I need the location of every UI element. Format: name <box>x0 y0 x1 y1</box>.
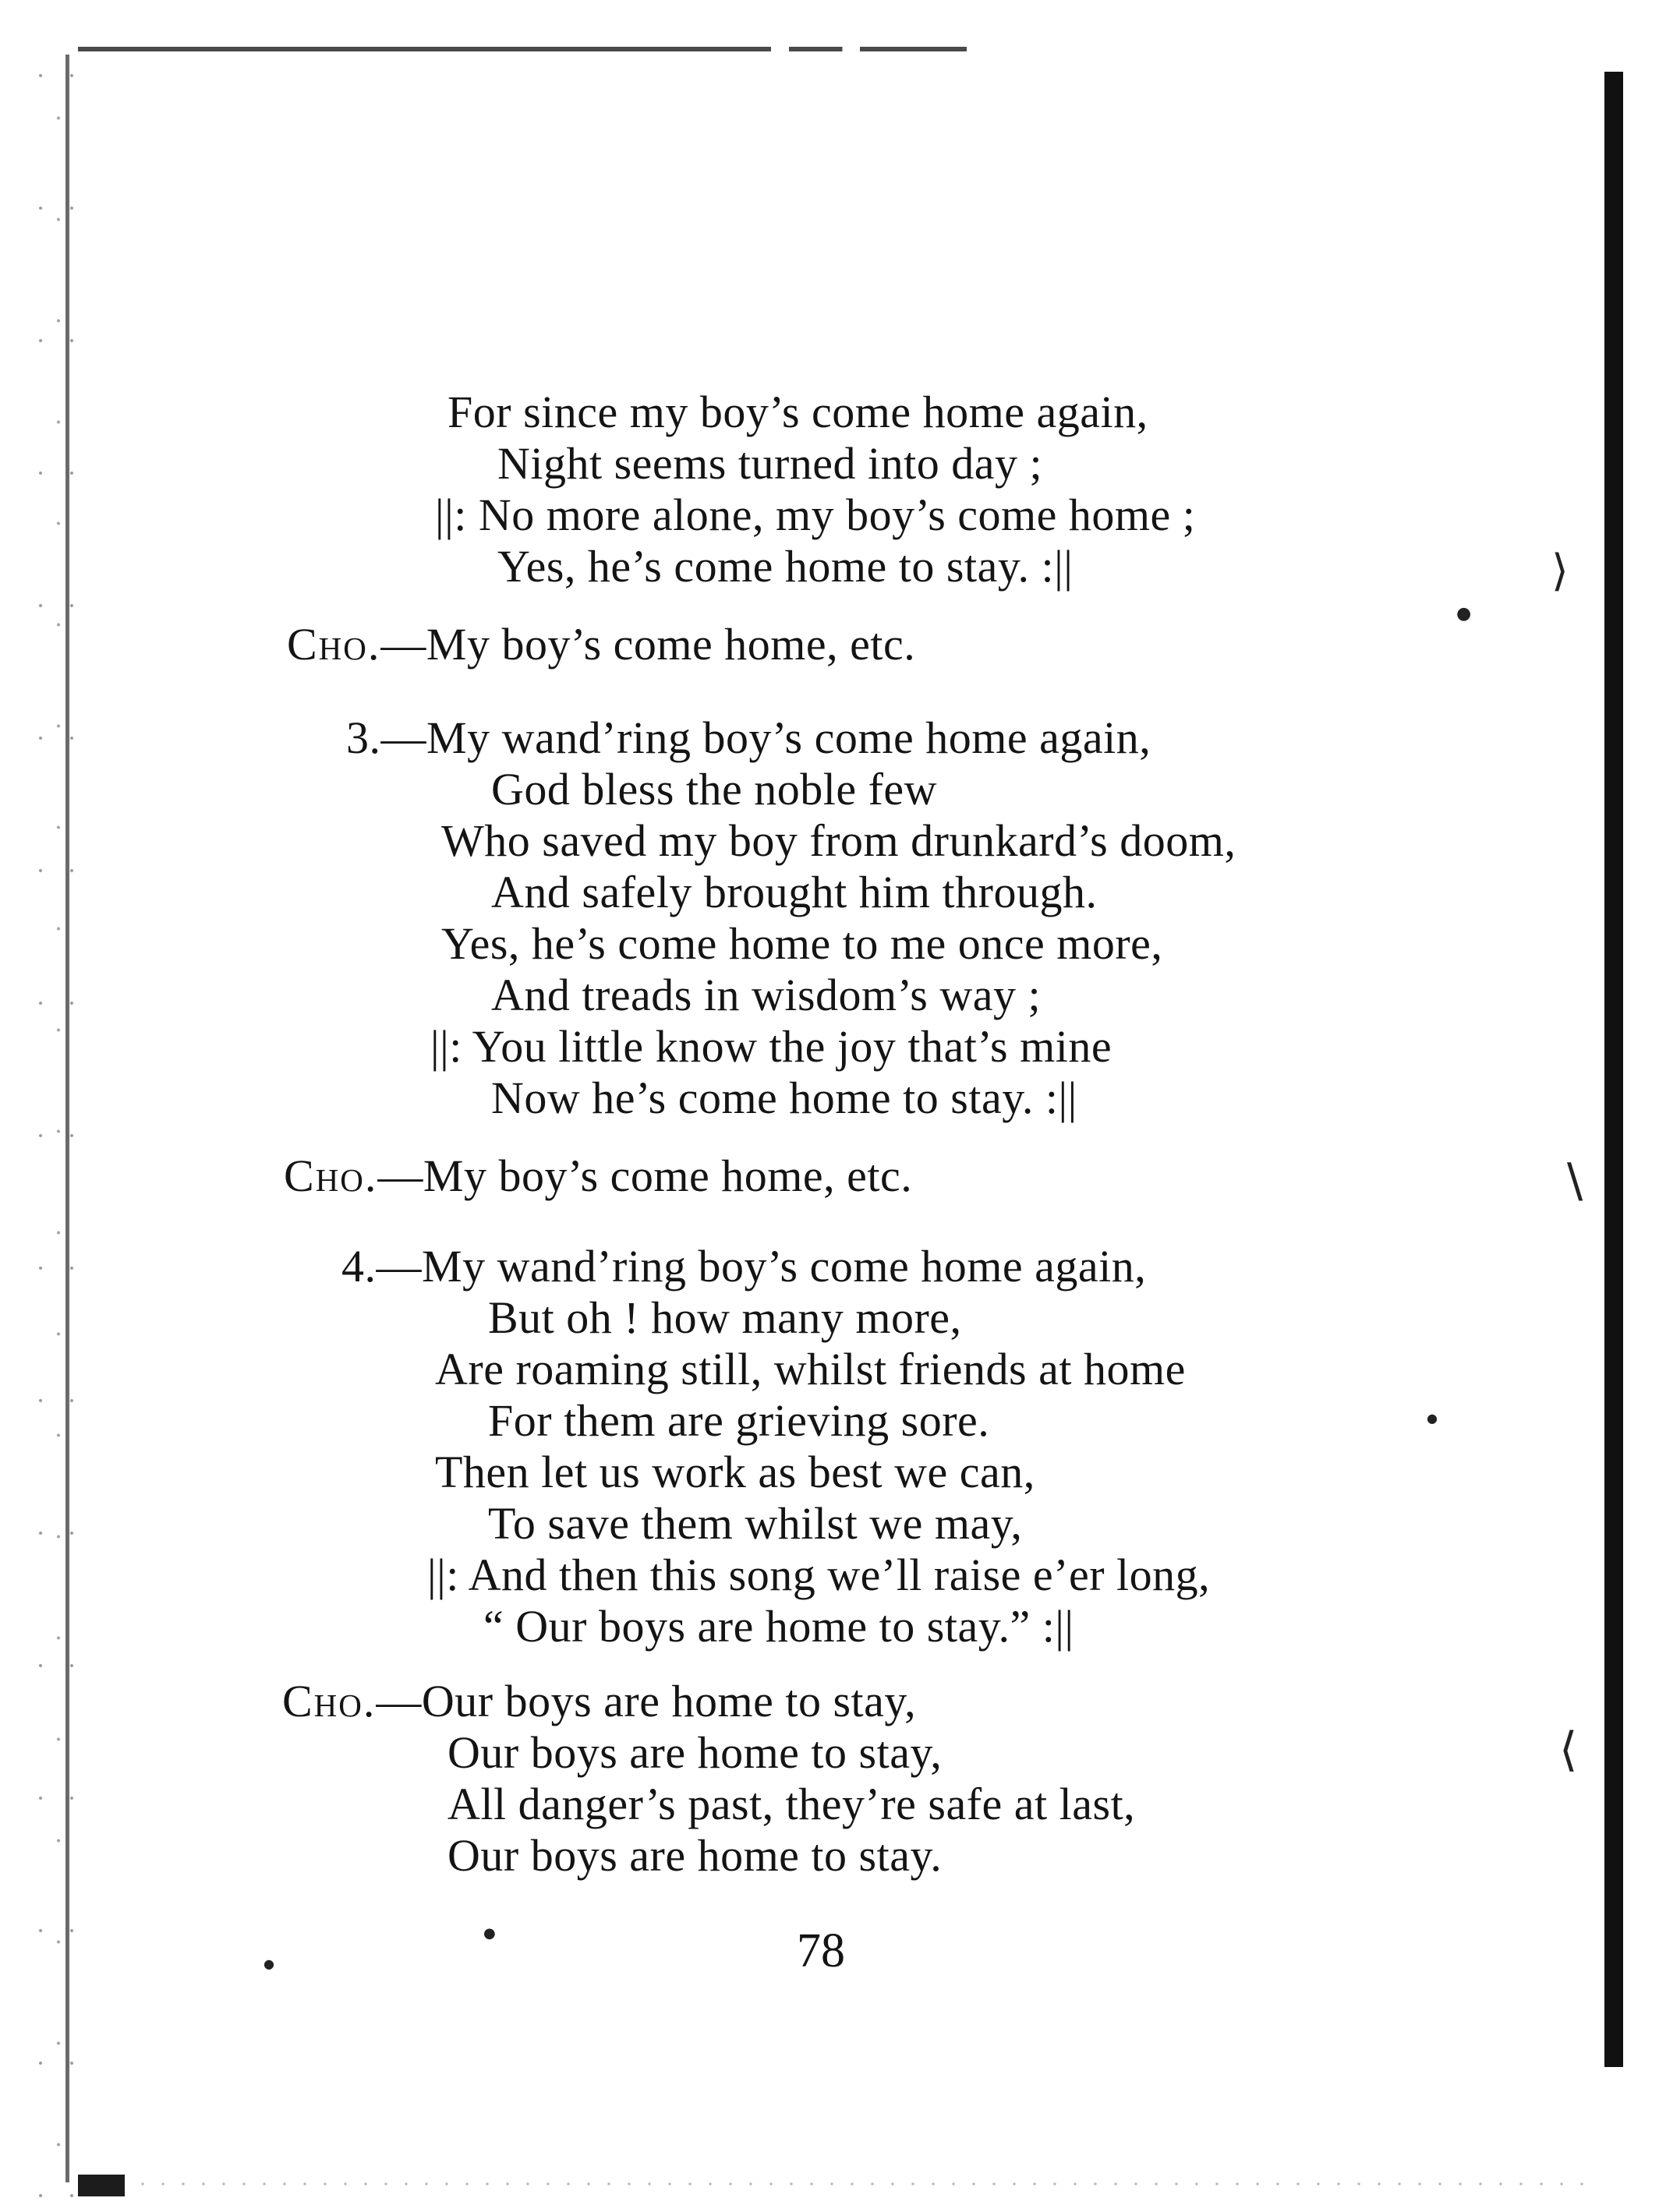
poem-line: And treads in wisdom’s way ; <box>491 970 1042 1020</box>
chorus-line: All danger’s past, they’re safe at last, <box>447 1779 1136 1829</box>
ink-dot: ● <box>264 1956 274 1971</box>
poem-line: To save them whilst we may, <box>488 1498 1023 1549</box>
margin-mark: ⟩ <box>1551 546 1569 596</box>
bottom-edge-dots <box>133 2182 1598 2185</box>
poem-line: —My wand’ring boy’s come home again, <box>380 712 1151 763</box>
chorus-label: Cho. <box>282 1676 377 1726</box>
margin-mark: \ <box>1567 1154 1583 1208</box>
chorus-line: Our boys are home to stay. <box>447 1830 943 1881</box>
chorus-text: —Our boys are home to stay, <box>376 1676 917 1726</box>
bottom-corner-mark <box>78 2175 125 2196</box>
chorus-line: Our boys are home to stay, <box>447 1727 943 1778</box>
poem-line: Night seems turned into day ; <box>497 438 1043 489</box>
stanza-heading-line <box>341 1241 1146 1292</box>
poem-line: ||: You little know the joy that’s mine <box>430 1021 1112 1072</box>
chorus-label: Cho. <box>284 1150 378 1201</box>
poem-line: ||: No more alone, my boy’s come home ; <box>435 489 1196 540</box>
poem-line: For them are grieving sore. <box>488 1395 990 1446</box>
poem-line: “ Our boys are home to stay.” :|| <box>483 1601 1074 1652</box>
chorus-line <box>282 1676 916 1727</box>
right-edge-shadow <box>1604 72 1623 2067</box>
top-edge-rule <box>78 47 967 51</box>
page-number: 78 <box>797 1924 845 1977</box>
poem-line: Who saved my boy from drunkard’s doom, <box>441 815 1236 866</box>
poem-line: God bless the noble few <box>491 764 938 814</box>
margin-mark: ⟨ <box>1559 1723 1578 1777</box>
chorus-text: —My boy’s come home, etc. <box>380 619 916 670</box>
ink-dot: ● <box>1456 604 1472 624</box>
poem-line: Are roaming still, whilst friends at home <box>435 1344 1186 1394</box>
stanza-number: 4. <box>341 1241 377 1292</box>
chorus-label: Cho. <box>287 619 381 670</box>
ink-dot: ● <box>483 1925 496 1942</box>
ink-dot: ● <box>1427 1411 1438 1426</box>
poem-line: But oh ! how many more, <box>488 1292 962 1343</box>
poem-line: —My wand’ring boy’s come home again, <box>376 1241 1147 1292</box>
left-edge-specks <box>31 62 86 2198</box>
poem-line: For since my boy’s come home again, <box>447 387 1148 437</box>
poem-line: Now he’s come home to stay. :|| <box>491 1072 1077 1123</box>
poem-line: Then let us work as best we can, <box>435 1447 1035 1497</box>
chorus-text: —My boy’s come home, etc. <box>377 1150 913 1201</box>
stanza-heading-line <box>346 712 1151 764</box>
poem-line: Yes, he’s come home to stay. :|| <box>497 541 1074 592</box>
chorus-line <box>287 619 915 670</box>
poem-line: ||: And then this song we’ll raise e’er long, <box>427 1549 1211 1600</box>
poem-line: Yes, he’s come home to me once more, <box>441 918 1163 969</box>
chorus-line <box>284 1150 912 1202</box>
poem-line: And safely brought him through. <box>491 867 1098 917</box>
stanza-number: 3. <box>346 712 381 763</box>
